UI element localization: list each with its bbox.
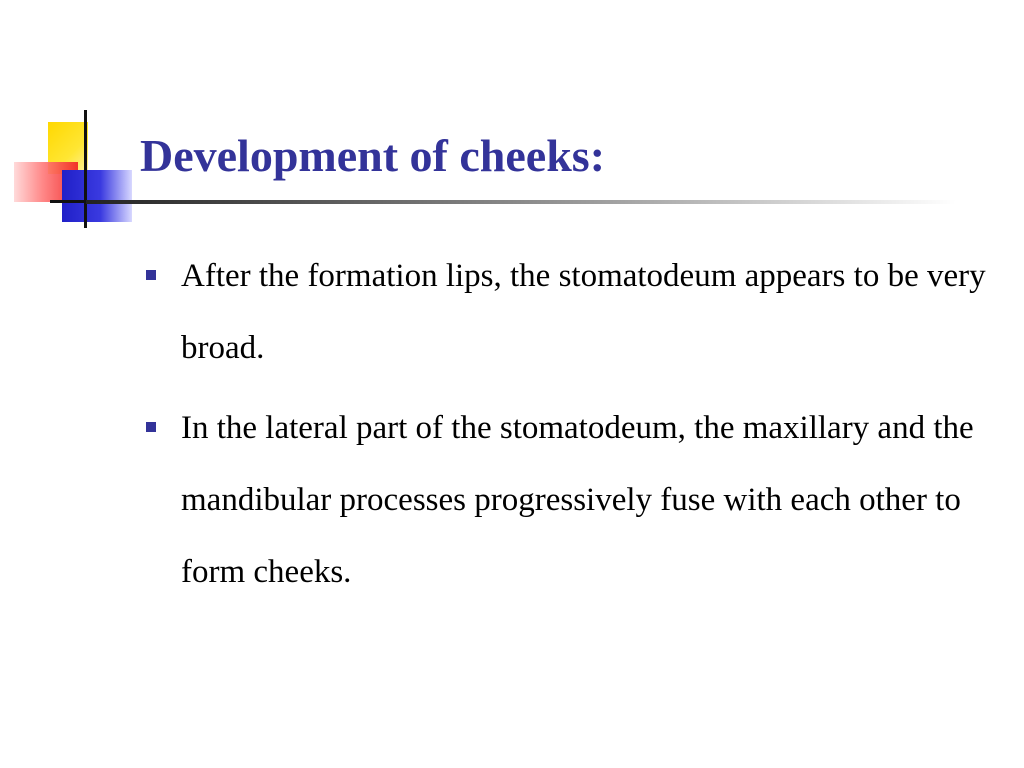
bullet-item <box>146 240 1006 384</box>
bullet-item <box>146 392 1006 608</box>
logo-blue-block <box>62 170 132 222</box>
slide-title: Development of cheeks: <box>140 130 606 181</box>
logo-vertical-line <box>84 110 87 228</box>
square-bullet-icon <box>146 270 156 280</box>
bullet-text: In the lateral part of the stomatodeum, the maxillary and the mandibular processes progressively fuse with each other to form cheeks. <box>181 410 974 590</box>
bullet-text: After the formation lips, the stomatodeum appears to be very broad. <box>181 258 986 366</box>
square-bullet-icon <box>146 422 156 432</box>
bullet-list <box>146 240 1006 616</box>
colored-blocks-logo <box>0 0 200 240</box>
title-underline-rule <box>86 200 956 204</box>
